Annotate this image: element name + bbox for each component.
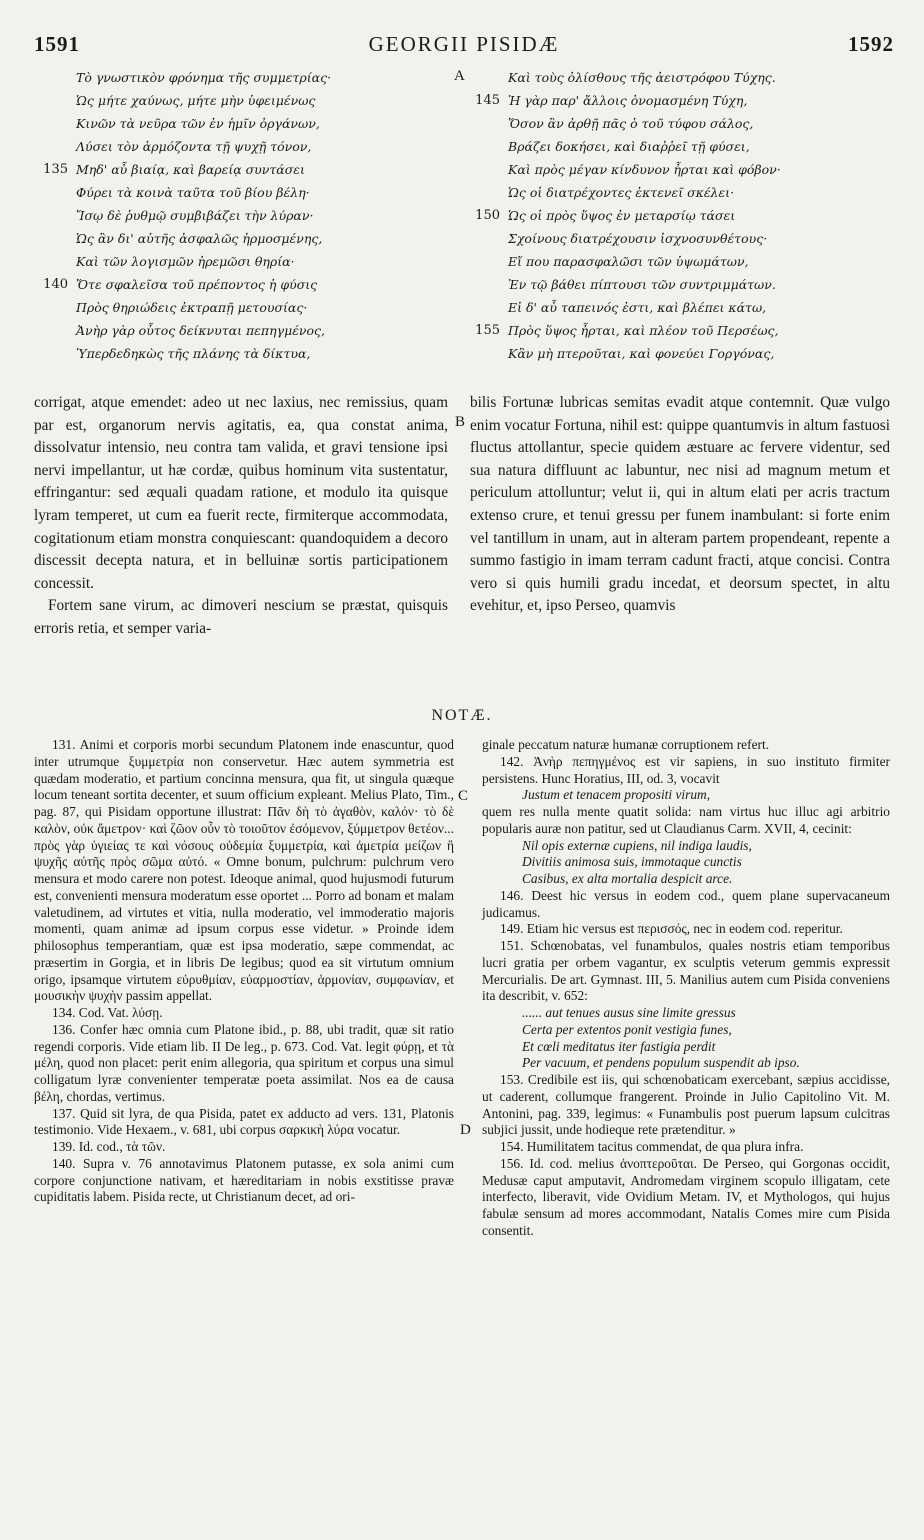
verse-text: Ἴσῳ δὲ ῥυθμῷ συμβιβάζει τὴν λύραν· [76,208,314,223]
note-paragraph: 154. Humilitatem tacitus commendat, de qua plura infra. [500,1139,804,1154]
verse-text: Σχοίνους διατρέχουσιν ἰσχνοσυνθέτους· [508,231,768,246]
latin-paragraph: bilis Fortunæ lubricas semitas evadit atque contemnit. Quæ vulgo enim vocatur Fortuna, nihil est: quippe quantumvis in altum fastuosi fluctus attollantur, specie quidem æstuare ac fervere videntur, sed sua natura diffluunt ac labuntur, nec nisi ad magnum metum et periculum attolluntur; velut ii, qui in altum elati per acris tractum extenso crure, et tenui gressu per funem inambulant: si forte enim vel tantillum in unam, aut in alteram partem propendeant, repente a summo fastigio in imam terram cadunt fracti, atque concisi. Contra vero si quis humili gradu incedat, et deorsum spectet, in altu evehitur, et, ipso Perseo, quamvis [470,394,890,615]
page-number-right: 1592 [848,32,894,56]
notes-heading: NOTÆ. [431,707,493,724]
verse-text: Καὶ τοὺς ὀλίσθους τῆς ἀειστρόφου Τύχης. [508,70,776,85]
verse-text: Ἐν τῷ βάθει πίπτουσι τῶν συντριμμάτων. [508,277,776,292]
verse-line [76,204,456,227]
greek-verse-right [475,66,900,365]
note-paragraph: 131. Animi et corporis morbi secundum Platonem inde enascuntur, quod inter utrumque ξυμμετρία non conservetur. Hæc autem symmetria est quædam moderatio, et partium concinna mensura, qua fit, ut singula quæque locum teneant sortita decenter, et suum officium expleant. Melius Plato, Tim., pag. 87, qui Pisidam opportune illustrat: Πᾶν δὴ τὸ ἀγαθὸν, καλόν· τὸ δὲ καλὸν, οὐκ ἄμετρον· καὶ ζῶον οὖν τὸ τοιοῦτον ἐσόμενον, ξύμμετρον θετέον... πρὸς γὰρ ὑγιείας τε καὶ νόσους οὐδεμία ξυμμετρία, καὶ ἀμετρία μείζων ἢ ψυχῆς αὐτῆς πρὸς σῶμα αὐτό. « Omne bonum, pulchrum: pulchrum vero mensura et modo carere non potest. Ideoque animal, quod hujusmodi futurum est, convenienti mensura moderatum esse oportet ... Porro ad bonam et malam valetudinem, ad virtutes et vitia, nulla moderatio, vel immoderatio majoris momenti, quam animæ ad ipsum corpus esse videtur. » Proinde idem philosophus temperantiam, quæ est ipsa moderatio, sæpe commendat, ac præsertim in Gorgia, et in libris De legibus; quod ea sit virtutum omnium origo, ipsamque virtutem εὐρυθμίαν, εὐαρμοστίαν, ἁρμονίαν, συμφωνίαν, et μουσικὴν ψυχὴν passim appellat. [34,737,454,1004]
verse-line [475,319,900,342]
note-paragraph: ginale peccatum naturæ humanæ corruptionem refert. [482,737,770,752]
verse-text: Ὅσον ἂν ἀρθῇ πᾶς ὁ τοῦ τύφου σάλος, [508,116,754,131]
verse-line [43,158,456,181]
note-paragraph: 151. Schœnobatas, vel funambulos, quales nostris etiam temporibus lucri gratia per orbem vagantur, ex sculptis veterum gemmis expressit Mercurialis. De art. Gymnast. III, 5. Manilius autem cum Pisida conveniens ita describit, v. 652: [482,938,890,1004]
verse-line [508,135,900,158]
verse-text: Ὡς οἱ πρὸς ὕψος ἐν μεταρσίῳ τάσει [508,208,736,223]
note-paragraph: 149. Etiam hic versus est περισσός, nec in eodem cod. reperitur. [500,921,843,937]
verse-line [76,342,456,365]
verse-text: Μηδ' αὖ βιαίᾳ, καὶ βαρείᾳ συντάσει [76,162,305,177]
verse-line [76,181,456,204]
note-quotation: Per vacuum, et pendens populum suspendit ab ipso. [522,1055,800,1071]
verse-line [76,89,456,112]
verse-text: Ὡς μήτε χαύνως, μήτε μὴν ὑφειμένως [76,93,316,108]
verse-text: Ὡς ἂν δι' αὐτῆς ἀσφαλῶς ἡρμοσμένης, [76,231,323,246]
latin-paragraph: Fortem sane virum, ac dimoveri nescium se præstat, quisquis erroris retia, et semper varia- [34,597,448,637]
verse-text: Ὡς οἱ διατρέχοντες ἐκτενεῖ σκέλει· [508,185,735,200]
verse-line [43,273,456,296]
verse-text: Εἴ που παρασφαλῶσι τῶν ὑψωμάτων, [508,254,749,269]
note-paragraph: 146. Deest hic versus in eodem cod., quem plane supervacaneum judicamus. [482,887,890,920]
verse-line [76,319,456,342]
verse-text: Ὅτε σφαλεῖσα τοῦ πρέποντος ἡ φύσις [76,277,318,292]
verse-number: 155 [475,323,500,338]
verse-line [508,158,900,181]
margin-letter-b: B [455,414,466,430]
verse-line [508,273,900,296]
verse-line [508,250,900,273]
note-quotation: ...... aut tenues ausus sine limite gressus [522,1005,736,1020]
verse-line [475,204,900,227]
verse-text: Κἂν μὴ πτεροῦται, καὶ φονεύει Γοργόνας, [508,346,775,361]
verse-line [508,342,900,365]
note-paragraph: 134. Cod. Vat. λύσῃ. [52,1005,163,1020]
verse-line [76,135,456,158]
verse-text: Τὸ γνωστικὸν φρόνημα τῆς συμμετρίας· [76,70,332,85]
verse-text: Καὶ τῶν λογισμῶν ἠρεμῶσι θηρία· [76,254,295,269]
verse-line [76,66,456,89]
verse-text: Ἡ γὰρ παρ' ἄλλοις ὀνομασμένη Τύχη, [508,93,748,108]
verse-number: 150 [475,208,500,223]
verse-text: Ὑπερδεδηκὼς τῆς πλάνης τὰ δίκτυα, [76,346,311,361]
verse-text: Λύσει τὸν ἁρμόζοντα τῇ ψυχῇ τόνον, [76,139,312,154]
note-paragraph: 137. Quid sit lyra, de qua Pisida, patet ex adducto ad vers. 131, Platonis testimonio. Vide Hexaem., v. 681, ubi corpus σαρκικὴ λύρα vocatur. [34,1105,454,1138]
greek-verse-left [43,66,456,365]
latin-translation-right [470,392,890,618]
note-paragraph: 142. Ἀνὴρ πεπηγμένος est vir sapiens, in suo instituto firmiter persistens. Hunc Horatius, III, od. 3, vocavit [482,753,890,786]
verse-line [508,181,900,204]
verse-line [508,66,900,89]
latin-translation-left [34,392,448,641]
verse-text: Ἀνὴρ γὰρ οὗτος δείκνυται πεπηγμένος, [76,323,325,338]
note-paragraph: 153. Credibile est iis, qui schœnobaticam exercebant, sæpius accidisse, ut caderent, collumque frangerent. Proinde in Julio Capitolino Vit. M. Antonini, pag. 339, legimus: « Funambulis post puerum lapsum culcitras subjici jussit, unde hodieque rete prætenditur. » [482,1072,890,1138]
margin-letter-a: A [454,68,465,84]
margin-letter-d: D [460,1122,471,1138]
running-header [34,32,894,58]
verse-line [76,250,456,273]
verse-line [76,296,456,319]
note-quotation: Justum et tenacem propositi virum, [522,787,711,803]
verse-line [508,112,900,135]
running-title: GEORGII PISIDÆ [368,32,560,56]
verse-number: 140 [43,277,68,292]
note-quotation: Et cœli meditatus iter fastigia perdit [522,1038,716,1054]
verse-line [475,89,900,112]
verse-number: 145 [475,93,500,108]
verse-number: 135 [43,162,68,177]
verse-text: Πρὸς θηριώδεις ἐκτραπῇ μετουσίας· [76,300,308,315]
verse-line [508,296,900,319]
note-quotation: Certa per extentos ponit vestigia funes, [522,1021,732,1037]
note-paragraph: quem res nulla mente quatit solida: nam virtus huc illuc agi arbitrio popularis auræ non patitur, sed ut Claudianus Carm. XVII, 4, cecinit: [482,804,890,836]
verse-text: Φύρει τὰ κοινὰ ταῦτα τοῦ βίου βέλη· [76,185,310,200]
verse-text: Κινῶν τὰ νεῦρα τῶν ἐν ἡμῖν ὀργάνων, [76,116,320,131]
verse-line [508,227,900,250]
note-paragraph: 140. Supra v. 76 annotavimus Platonem putasse, ex sola animi cum corpore conjunctione nativam, et hæreditariam in nobis exstitisse pravæ cupiditatis labem. Pisida recte, ut Christianum decet, ad ori- [34,1155,454,1205]
note-paragraph: 136. Confer hæc omnia cum Platone ibid., p. 88, ubi tradit, quæ sit ratio regendi corporis. Vide etiam lib. II De leg., p. 673. Cod. Vat. legit φύρῃ, et τὰ μέλη, quod non placet: perit enim allegoria, qua spiritum et corpus una simul colligatum lyræ convenienter temperatæ poeta assimilat. Nos ea de causa βέλη, chordas, vertimus. [34,1021,454,1104]
verse-text: Βράζει δοκήσει, καὶ διαῤῥεῖ τῇ φύσει, [508,139,750,154]
note-paragraph: 156. Id. cod. melius ἀνοπτεροῦται. De Perseo, qui Gorgonas occidit, Medusæ caput amputavit, Andromedam virginem scopulo illigatam, cete interfecto, liberavit, vide Ovidium Metam. IV, et Mythologos, qui hujus fabulæ sensum ad mores accommodant, Natalis Comes mire cum Pisida consentit. [482,1155,890,1238]
note-paragraph: 139. Id. cod., τὰ τῶν. [52,1139,166,1154]
notes-left-column [34,737,454,1206]
verse-text: Εἰ δ' αὖ ταπεινός ἐστι, καὶ βλέπει κάτω, [508,300,767,315]
verse-text: Καὶ πρὸς μέγαν κίνδυνον ἦρται καὶ φόβον· [508,162,781,177]
note-quotation: Nil opis externæ cupiens, nil indiga laudis, [522,837,752,853]
note-quotation: Divitiis animosa suis, immotaque cunctis [522,854,742,870]
page-number-left: 1591 [34,32,80,56]
notes-right-column [482,737,890,1240]
verse-line [76,227,456,250]
note-quotation: Casibus, ex alta mortalia despicit arce. [522,871,733,886]
verse-text: Πρὸς ὕψος ἦρται, καὶ πλέον τοῦ Περσέως, [508,323,779,338]
latin-paragraph: corrigat, atque emendet: adeo ut nec laxius, nec remissius, quam par est, organorum nervis agitatis, ea, qua constat anima, dissolvatur intensio, neu contra tam valida, et gravi tensione ipsi nervi impellantur, ut hæ cordæ, quibus hominum vita sustentatur, effringantur: sed æquali quadam ratione, et modulo ita quisque lyram temperet, ut cum ea fuerit recte, firmiterque accommodata, cogitationum etiam monstra conquiescant: quandoquidem a decoro discessit decepta natura, et in belluinæ sortis participationem concessit. [34,394,448,592]
verse-line [76,112,456,135]
margin-letter-c: C [458,788,469,804]
